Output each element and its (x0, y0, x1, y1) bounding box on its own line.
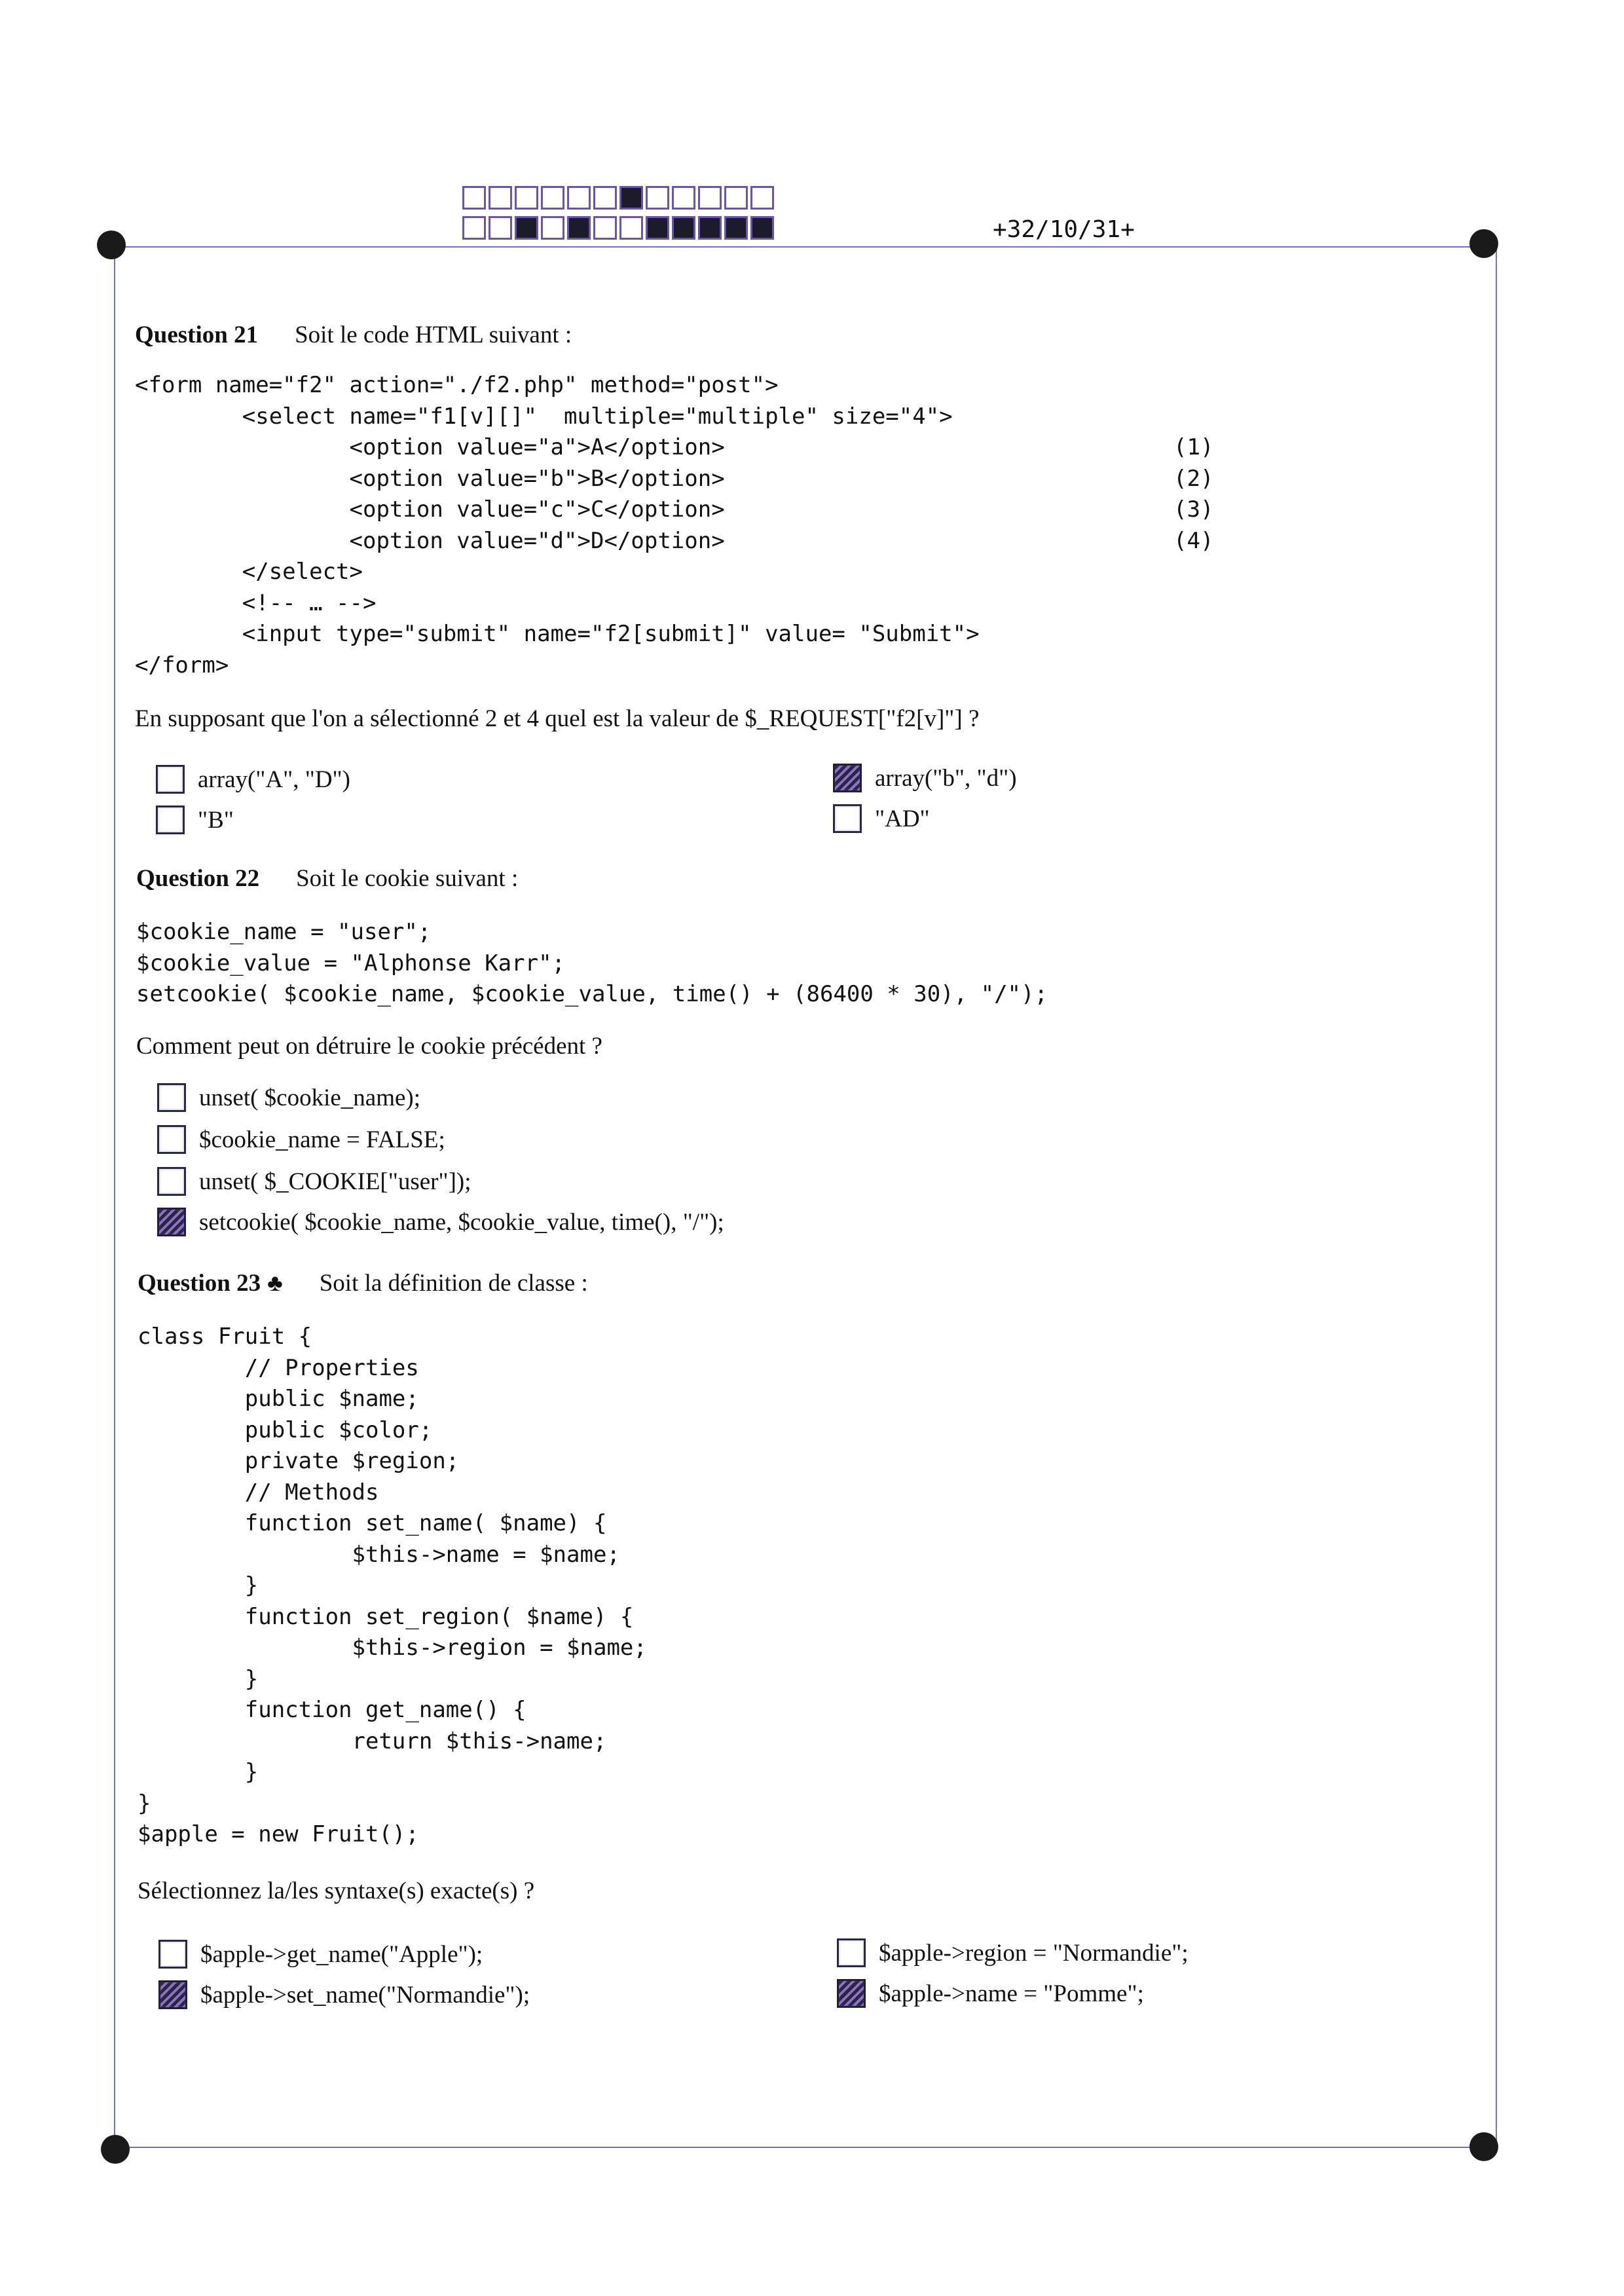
line-number: (2) (1173, 465, 1214, 492)
corner-mark-bottom-left (101, 2135, 130, 2164)
question-23-prompt: Sélectionnez la/les syntaxe(s) exacte(s) ? (138, 1878, 535, 1904)
checkbox[interactable] (158, 1980, 187, 2009)
line-number: (3) (1173, 496, 1214, 523)
id-code-box (462, 216, 486, 240)
question-22-intro: Soit le cookie suivant : (296, 865, 519, 892)
id-code-box (489, 186, 512, 210)
id-code-box (646, 216, 669, 240)
page-serial: +32/10/31+ (993, 216, 1135, 243)
question-22-header (136, 864, 518, 893)
question-21-header (135, 321, 572, 349)
line-number: (1) (1173, 434, 1214, 460)
question-21-line-numbers (1173, 432, 1213, 557)
id-code-box (515, 216, 538, 240)
id-code-box (750, 186, 774, 210)
checkbox[interactable] (157, 1125, 186, 1154)
id-code-box (567, 186, 591, 210)
checkbox[interactable] (833, 764, 862, 792)
option-text: $apple->region = "Normandie"; (879, 1939, 1189, 1967)
question-21-code: <form name="f2" action="./f2.php" method="post"> <select name="f1[v][]" multiple="multiple" size="4"> <option value="a">A</option> <option value="b">B</option> <option value="c">C</option> <option value="d">D</option> </select> <!-- … --> <input type="submit" name="f2[submit]" value= "Submit"> </form> (135, 372, 980, 678)
question-23-code: class Fruit { // Properties public $name; public $color; private $region; // Methods function set_name( $name) { $this->name = $name; } function set_region( $name) { $this->region = $name; } function get_name() { return $this->name; } } $apple = new Fruit(); (138, 1324, 647, 1847)
line-number: (4) (1173, 527, 1214, 554)
option-text: $apple->name = "Pomme"; (879, 1980, 1144, 2007)
id-code-box (593, 216, 617, 240)
club-icon: ♣ (267, 1270, 283, 1296)
q23-option-1[interactable] (158, 1940, 483, 1969)
checkbox[interactable] (156, 765, 185, 794)
id-code-box (698, 186, 722, 210)
corner-mark-bottom-right (1469, 2132, 1498, 2161)
checkbox[interactable] (833, 804, 862, 833)
id-code-box (619, 186, 643, 210)
id-code-box (541, 216, 564, 240)
question-21-prompt: En supposant que l'on a sélectionné 2 et 4 quel est la valeur de $_REQUEST["f2[v]"] ? (135, 705, 980, 732)
id-code-box (646, 186, 669, 210)
id-code-box (619, 216, 643, 240)
id-code-box (462, 186, 486, 210)
q23-option-3[interactable] (158, 1980, 530, 2009)
id-code-row-top (462, 186, 777, 212)
option-text: array("b", "d") (875, 764, 1017, 792)
option-text: "B" (198, 806, 234, 834)
q22-option-3[interactable] (157, 1167, 471, 1196)
checkbox[interactable] (837, 1938, 866, 1967)
q23-option-2[interactable] (837, 1938, 1189, 1967)
question-22-label: Question 22 (136, 865, 260, 892)
id-code-box (567, 216, 591, 240)
checkbox[interactable] (157, 1083, 186, 1112)
question-21-label: Question 21 (135, 322, 259, 348)
id-code-box (672, 186, 695, 210)
q22-option-1[interactable] (157, 1083, 420, 1112)
id-code-box (541, 186, 564, 210)
option-text: unset( $_COOKIE["user"]); (199, 1168, 471, 1195)
id-code-box (489, 216, 512, 240)
question-21-intro: Soit le code HTML suivant : (295, 322, 572, 348)
checkbox[interactable] (156, 805, 185, 834)
option-text: $apple->set_name("Normandie"); (200, 1981, 530, 2009)
id-code-box (724, 186, 748, 210)
id-code-box (515, 186, 538, 210)
checkbox[interactable] (157, 1167, 186, 1196)
corner-mark-top-left (97, 231, 126, 259)
q22-option-2[interactable] (157, 1125, 445, 1154)
option-text: "AD" (875, 805, 930, 832)
q21-option-1[interactable] (156, 765, 350, 794)
option-text: array("A", "D") (198, 766, 350, 793)
option-text: setcookie( $cookie_name, $cookie_value, time(), "/"); (199, 1208, 724, 1236)
question-22-prompt: Comment peut on détruire le cookie précédent ? (136, 1033, 602, 1060)
corner-mark-top-right (1469, 229, 1498, 258)
q21-option-2[interactable] (833, 764, 1017, 792)
option-text: $apple->get_name("Apple"); (200, 1940, 483, 1968)
checkbox[interactable] (837, 1979, 866, 2008)
option-text: unset( $cookie_name); (199, 1084, 421, 1111)
question-23-intro: Soit la définition de classe : (319, 1270, 588, 1297)
id-code-box (724, 216, 748, 240)
q23-option-4[interactable] (837, 1979, 1144, 2008)
option-text: $cookie_name = FALSE; (199, 1126, 445, 1153)
id-code-box (698, 216, 722, 240)
question-23-header (138, 1269, 588, 1297)
checkbox[interactable] (158, 1940, 187, 1969)
id-code-box (672, 216, 695, 240)
checkbox[interactable] (157, 1208, 186, 1236)
question-23-label: Question 23 (138, 1270, 261, 1297)
id-code-box (750, 216, 774, 240)
q22-option-4[interactable] (157, 1208, 724, 1236)
id-code-row-bottom (462, 216, 777, 242)
q21-option-4[interactable] (833, 804, 930, 833)
q21-option-3[interactable] (156, 805, 234, 834)
question-22-code: $cookie_name = "user"; $cookie_value = "Alphonse Karr"; setcookie( $cookie_name, $cookie_value, time() + (86400 * 30), "/"); (136, 919, 1048, 1007)
id-code-box (593, 186, 617, 210)
